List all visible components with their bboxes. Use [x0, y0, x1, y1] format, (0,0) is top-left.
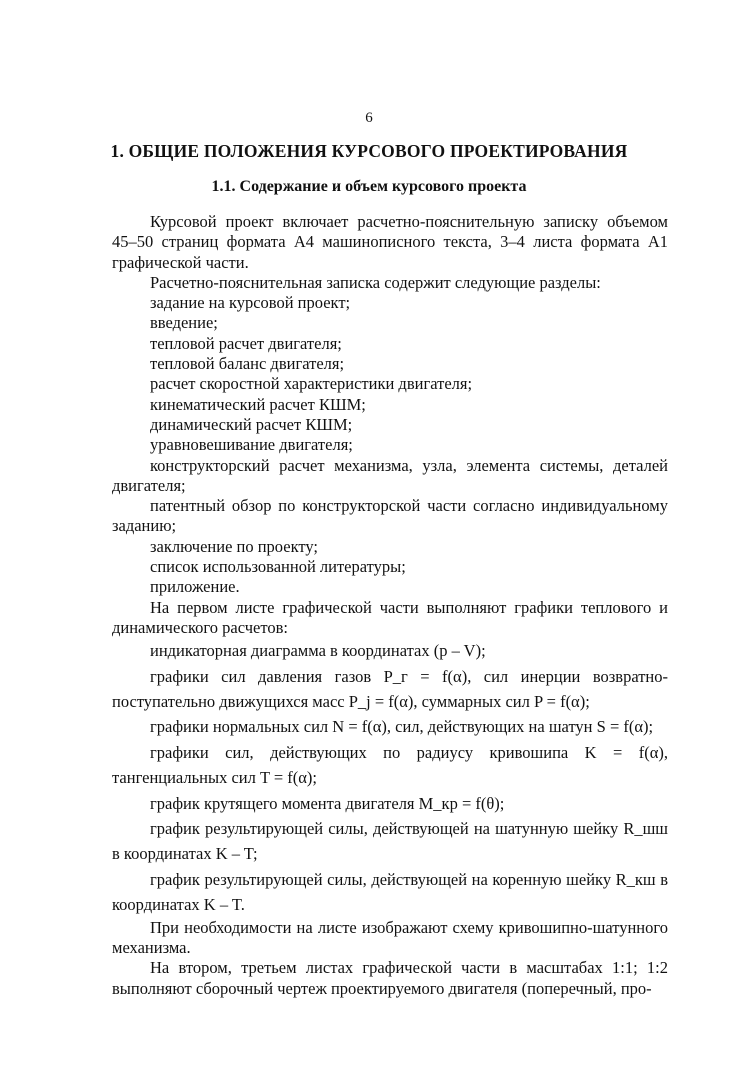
list-item: уравновешивание двигателя;	[150, 435, 353, 455]
page-number: 6	[365, 110, 373, 126]
graph-item-rod-journal: график результирующей силы, действующей на шатунную шейку R_шш в координатах K – T;	[112, 819, 668, 864]
graph-item-indicator: индикаторная диаграмма в координатах (p – V);	[150, 641, 486, 661]
list-item: введение;	[150, 313, 218, 333]
list-item: список использованной литературы;	[150, 557, 406, 577]
list-item: динамический расчет КШМ;	[150, 414, 353, 434]
list-item: задание на курсовой проект;	[150, 293, 351, 313]
graphs-list	[112, 638, 668, 917]
graph-item-gas-forces: графики сил давления газов P_г = f(α), сил инерции возвратно-поступательно движущихся масс P_j = f(α), суммарных сил P = f(α);	[112, 666, 668, 712]
sheets-2-3-paragraph: На втором, третьем листах графической части в масштабах 1:1; 1:2 выполняют сборочный чертеж проектируемого двигателя (поперечный, про-	[112, 958, 668, 998]
list-item: конструкторский расчет механизма, узла, элемента системы, деталей двигателя;	[112, 455, 668, 495]
sheet1-intro-paragraph: На первом листе графической части выполняют графики теплового и динамического расчетов:	[112, 597, 668, 637]
mechanism-paragraph: При необходимости на листе изображают схему кривошипно-шатунного механизма.	[112, 917, 668, 957]
section-title: 1.1. Содержание и объем курсового проекта	[211, 178, 527, 195]
graph-item-normal-forces: графики нормальных сил N = f(α), сил, действующих на шатун S = f(α);	[150, 717, 654, 737]
note-intro-paragraph: Расчетно-пояснительная записка содержит следующие разделы:	[150, 272, 601, 292]
list-item: приложение.	[150, 577, 240, 597]
document-body	[112, 212, 668, 999]
list-item: расчет скоростной характеристики двигателя;	[150, 374, 473, 394]
graph-item-torque: график крутящего момента двигателя M_кр = f(θ);	[150, 793, 505, 813]
graph-item-crank-forces: графики сил, действующих по радиусу кривошипа K = f(α), тангенциальных сил T = f(α);	[112, 742, 668, 788]
list-item: патентный обзор по конструкторской части согласно индивидуальному заданию;	[112, 496, 668, 536]
graph-item-main-journal: график результирующей силы, действующей на коренную шейку R_кш в координатах K – T.	[112, 869, 668, 915]
intro-paragraph: Курсовой проект включает расчетно-пояснительную записку объемом 45–50 страниц формата А4 машинописного текста, 3–4 листа формата А1 графической части.	[112, 212, 668, 272]
list-item: тепловой расчет двигателя;	[150, 333, 342, 353]
list-item: кинематический расчет КШМ;	[150, 394, 366, 414]
list-item: тепловой баланс двигателя;	[150, 354, 345, 374]
chapter-title: 1. ОБЩИЕ ПОЛОЖЕНИЯ КУРСОВОГО ПРОЕКТИРОВАНИЯ	[110, 141, 628, 161]
sections-list	[112, 293, 668, 597]
list-item: заключение по проекту;	[150, 536, 318, 556]
